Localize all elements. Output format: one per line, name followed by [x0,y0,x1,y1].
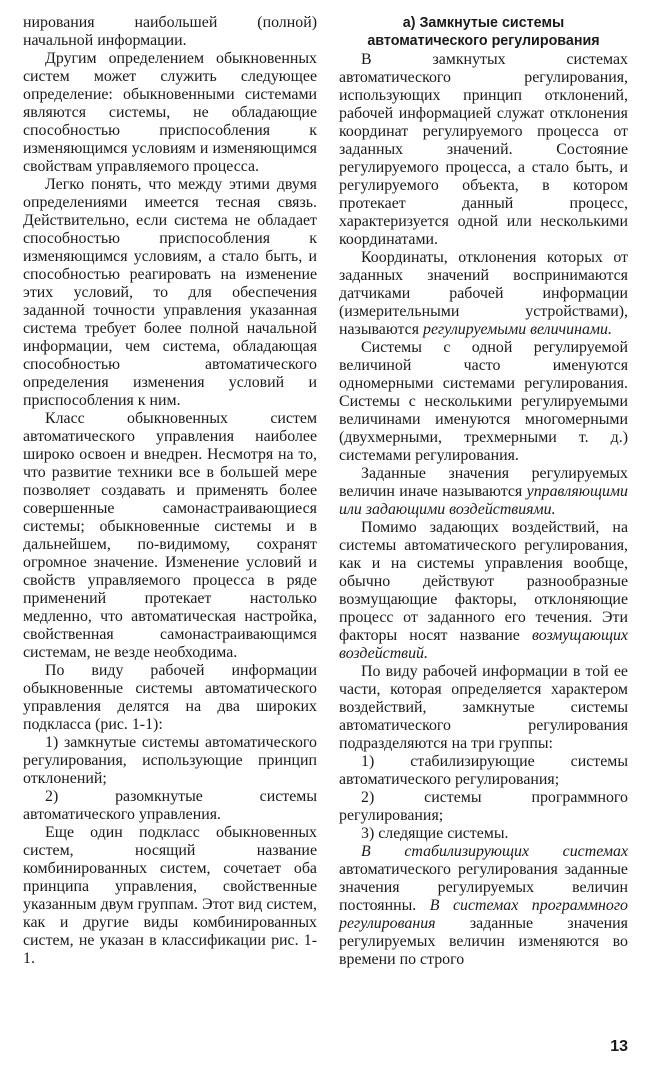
term: возмущающих воздействий. [339,627,628,662]
paragraph: В замкнутых системах автоматического регулирования, использующих принцип отклонений, рабочей информацией служат отклонения координат регулируемого процесса от заданных значений. Состояние регулируемого процесса, а стало быть, и регулируемого объекта, в котором протекает данный процесс, характеризуется одной или несколькими координатами. [339,51,628,248]
paragraph-text: Координаты, отклонения которых от заданных значений воспринимаются датчиками рабочей информации (измерительными устройствами), называются [339,249,628,338]
paragraph: По виду рабочей информации обыкновенные системы автоматического управления делятся на два широких подкласса (рис. 1-1): [23,662,317,733]
paragraph [339,465,628,519]
paragraph: Системы с одной регулируемой величиной часто именуются одномерными системами регулирования. Системы с несколькими регулируемыми величинами именуются многомерными (двухмерными, трехмерными т. д.) системами регулирования. [339,339,628,464]
right-column [339,14,628,969]
paragraph-text: Помимо задающих воздействий, на системы автоматического регулирования, как и на системы управления вообще, обычно действуют разнообразные возмущающие факторы, отклоняющие процесс от заданного его течения. Эти факторы носят название [339,519,628,644]
paragraph-text: заданные значения регулируемых величин изменяются во времени по строго [339,915,628,968]
paragraph-text: Заданные значения регулируемых величин иначе называются [339,465,628,500]
term: управляющими или задающими воздействиями. [339,483,628,518]
paragraph: нирования наибольшей (полной) начальной информации. [23,14,317,49]
paragraph: Легко понять, что между этими двумя определениями имеется тесная связь. Действительно, если система не обладает способностью приспособления к изменяющимся условиям, а стало быть, и способностью реагировать на изменение этих условий, то для обеспечения заданной точности управления указанная система требует более полной начальной информации, чем система, обладающая способностью автоматического определения изменения условий и приспособления к ним. [23,176,317,409]
term: регулируемыми величинами. [423,321,612,338]
term: В системах программного регулирования [339,897,628,932]
paragraph [339,843,628,969]
list-item: 3) следящие системы. [361,825,509,842]
paragraph-text: автоматического регулирования заданные значения регулируемых величин постоянны. [339,861,628,914]
paragraph [339,249,628,339]
heading-line: автоматического регулирования [367,33,600,49]
paragraph: Еще один подкласс обыкновенных систем, носящий название комбинированных систем, сочетает оба принципа управления, свойственные указанным двум группам. Этот вид систем, как и другие виды комбинированных систем, не указан в классификации рис. 1-1. [23,824,317,967]
paragraph: Другим определением обыкновенных систем может служить следующее определение: обыкновенными системами являются системы, не обладающие способностью приспособления к изменяющимся условиям и изменяющимся свойствам управляемого процесса. [23,50,317,175]
paragraph [339,519,628,663]
left-column [23,14,317,968]
paragraph: Класс обыкновенных систем автоматического управления наиболее широко освоен и внедрен. Несмотря на то, что развитие техники все в большей мере позволяет создавать и применять более совершенные самонастраивающиеся системы; обыкновенные системы и в дальнейшем, по-видимому, сохранят огромное значение. Изменение условий и свойств управляемого процесса в ряде применений протекает настолько медленно, что автоматическая настройка, свойственная самонастраивающимся системам, не везде необходима. [23,410,317,661]
list-item: 2) системы программного регулирования; [339,789,628,824]
list-item: 2) разомкнутые системы автоматического управления. [23,788,317,823]
page-number: 13 [610,1038,628,1055]
paragraph: По виду рабочей информации в той ее части, которая определяется характером воздействий, замкнутые системы автоматического регулирования подразделяются на три группы: [339,663,628,752]
term: В стабилизирующих системах [361,843,628,860]
list-item: 1) замкнутые системы автоматического регулирования, использующие принцип отклонений; [23,734,317,787]
list-item: 1) стабилизирующие системы автоматического регулирования; [339,753,628,788]
section-heading [339,14,628,50]
heading-line: а) Замкнутые системы [402,15,565,31]
